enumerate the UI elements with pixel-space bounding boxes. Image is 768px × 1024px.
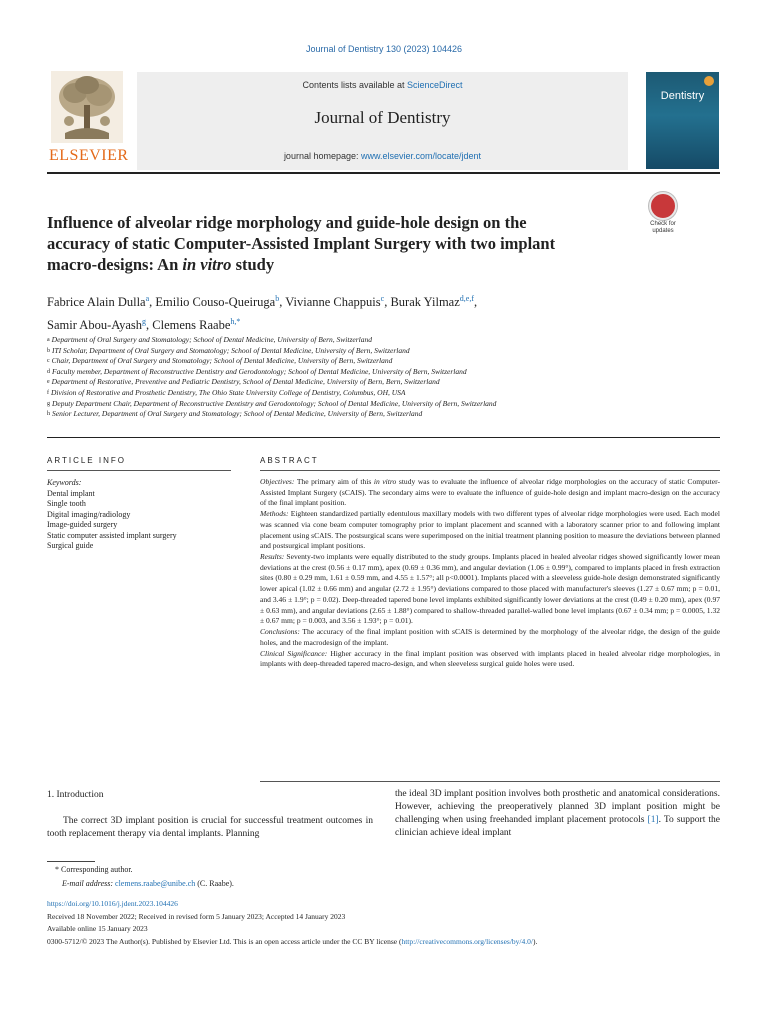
abstract-methods xyxy=(260,509,720,552)
affiliation-letter: e xyxy=(47,379,50,386)
keyword-item: Surgical guide xyxy=(47,541,94,550)
title-line-3-start: macro-designs: An xyxy=(47,255,183,274)
cover-badge-icon xyxy=(704,76,714,86)
author-affiliation-mark[interactable]: a xyxy=(145,294,150,303)
keyword-item: Static computer assisted implant surgery xyxy=(47,530,177,540)
elsevier-tree-icon xyxy=(51,71,123,143)
abstract-heading: ABSTRACT xyxy=(260,456,319,465)
affiliation-item xyxy=(47,377,727,388)
objectives-text-end: study was to evaluate the influence of alveolar ridge morphologies on the accuracy of static Computer-Assisted Implant Surgery (sCAIS). The secondary aims were to evaluate the influence of guide-hole design and implant macro-design on the accuracy of the final implant position. xyxy=(260,477,720,508)
copyright-line xyxy=(47,937,727,946)
significance-text: Higher accuracy in the final implant position was observed with implants placed in healed alveolar ridge morphologies, in implants with deep-threaded tapered macro-design, and when sleeveless surgical guide holes were used. xyxy=(260,648,720,669)
check-for-updates-label: Check for updates xyxy=(650,221,676,234)
objectives-label: Objectives: xyxy=(260,477,295,486)
sciencedirect-link[interactable]: ScienceDirect xyxy=(407,80,463,90)
author-list: Fabrice Alain Dulla$^a$, Emilio Couso-Queiruga$^b$, Vivianne Chappuis$^c$, Burak Yilmaz$^{d,e,f}$, Samir Abou-Ayash$^g$, Clemens Raabe$^{h,*}$ xyxy=(47,294,478,333)
affiliations-divider xyxy=(47,437,720,438)
doi-line xyxy=(47,899,178,908)
affiliation-item xyxy=(47,388,727,399)
elsevier-wordmark: ELSEVIER xyxy=(49,147,129,164)
journal-citation[interactable]: Journal of Dentistry 130 (2023) 104426 xyxy=(305,44,463,54)
objectives-italic: in vitro xyxy=(373,477,397,486)
homepage-line xyxy=(137,151,628,161)
author-name[interactable]: Burak Yilmaz xyxy=(390,295,460,310)
abstract-bottom-divider xyxy=(260,781,720,782)
results-label: Results: xyxy=(260,552,285,562)
check-for-updates-icon xyxy=(649,192,677,220)
author-name[interactable]: Emilio Couso-Queiruga xyxy=(155,295,276,310)
author-affiliation-mark[interactable]: b xyxy=(275,294,280,303)
author-name[interactable]: Vivianne Chappuis xyxy=(285,295,381,310)
author-affiliation-mark[interactable]: g xyxy=(142,317,147,327)
affiliation-letter: b xyxy=(47,347,50,354)
author-name[interactable]: Samir Abou-Ayash xyxy=(47,318,143,333)
author-name[interactable]: Fabrice Alain Dulla xyxy=(47,295,146,310)
affiliation-letter: c xyxy=(47,358,50,365)
affiliation-letter: d xyxy=(47,368,50,375)
author-name[interactable]: Clemens Raabe xyxy=(152,318,231,333)
methods-label: Methods: xyxy=(260,509,289,519)
journal-homepage-link[interactable]: www.elsevier.com/locate/jdent xyxy=(361,151,482,161)
received-dates: Received 18 November 2022; Received in revised form 5 January 2023; Accepted 14 January 2023 xyxy=(47,912,346,921)
affiliation-letter: g xyxy=(47,400,50,407)
introduction-column-2 xyxy=(395,788,720,840)
article-info-divider xyxy=(47,470,231,471)
abstract-objectives xyxy=(260,477,720,509)
keywords-list xyxy=(47,478,231,552)
keywords-label: Keywords: xyxy=(47,478,82,487)
affiliation-item xyxy=(47,346,727,357)
email-link[interactable]: clemens.raabe@unibe.ch xyxy=(115,879,196,888)
available-online-date: Available online 15 January 2023 xyxy=(47,924,148,933)
footnote-divider xyxy=(47,861,95,862)
affiliation-letter: a xyxy=(47,337,50,343)
methods-text: Eighteen standardized partially edentulous maxillary models with two different types of alveolar ridge morphologies were used. Each model was scanned via cone beam computer tomography prior to implant placement and scanned with a laboratory scanner prior to and following implant placement using sCAIS. The postsurgical scans were superimposed on the initial treatment planning position to measure the deviations between planned and postsurgical implant positions. xyxy=(260,509,720,551)
keyword-item: Digital imaging/radiology xyxy=(47,509,131,519)
abstract-significance xyxy=(260,649,720,670)
contents-line xyxy=(137,80,628,90)
title-line-3-end: study xyxy=(231,255,275,274)
objectives-text: The primary aim of this xyxy=(294,477,374,486)
keyword-item: Single tooth xyxy=(47,499,86,508)
conclusions-label: Conclusions: xyxy=(260,627,300,637)
affiliation-item xyxy=(47,356,727,367)
affiliation-item xyxy=(47,335,727,346)
title-line-2: accuracy of static Computer-Assisted Implant Surgery with two implant xyxy=(47,234,556,253)
license-link[interactable]: http://creativecommons.org/licenses/by/4.0/ xyxy=(401,937,533,946)
affiliation-item xyxy=(47,367,727,378)
affiliation-text: Senior Lecturer, Department of Oral Surgery and Stomatology; School of Dental Medicine, University of Bern, Switzerland xyxy=(52,409,423,419)
title-line-3-italic: in vitro xyxy=(182,255,232,274)
title-line-1: Influence of alveolar ridge morphology and guide-hole design on the xyxy=(47,213,527,232)
introduction-text: the ideal 3D implant position involves both prosthetic and anatomical considerations. However, achieving the preoperatively planned 3D implant position might be challenging when using freehanded implant placement protocols xyxy=(395,789,720,825)
affiliation-text: ITI Scholar, Department of Oral Surgery and Stomatology; School of Dental Medicine, University of Bern, Switzerland xyxy=(52,345,410,355)
contents-prefix: Contents lists available at xyxy=(302,80,408,90)
affiliation-text: Department of Oral Surgery and Stomatology; School of Dental Medicine, University of Bern, Switzerland xyxy=(51,335,372,344)
significance-label: Clinical Significance: xyxy=(260,648,328,658)
affiliation-list xyxy=(47,335,727,420)
author-affiliation-mark[interactable]: c xyxy=(380,294,385,303)
article-info-heading: ARTICLE INFO xyxy=(47,456,126,465)
header-divider xyxy=(47,172,720,174)
check-for-updates-button[interactable] xyxy=(646,192,680,235)
homepage-prefix: journal homepage: xyxy=(283,151,361,161)
email-label: E-mail address: xyxy=(62,879,114,888)
journal-masthead xyxy=(137,72,628,170)
keyword-item: Dental implant xyxy=(47,488,95,498)
author-affiliation-mark[interactable]: d,e,f xyxy=(459,294,474,303)
email-footnote xyxy=(62,879,234,888)
keyword-item: Image-guided surgery xyxy=(47,520,118,529)
introduction-text-end: . To support the clinician achieve ideal implant xyxy=(395,815,720,838)
abstract-divider xyxy=(260,470,720,471)
affiliation-text: Faculty member, Department of Reconstructive Dentistry and Gerodontology; School of Dental Medicine, University of Bern, Switzerland xyxy=(52,366,467,376)
abstract-results xyxy=(260,552,720,627)
abstract-conclusions xyxy=(260,627,720,648)
reference-link[interactable]: [1] xyxy=(647,815,659,825)
introduction-column-1: The correct 3D implant position is crucial for successful treatment outcomes in tooth replacement therapy via dental implants. Planning xyxy=(47,816,373,839)
doi-link[interactable]: https://doi.org/10.1016/j.jdent.2023.104426 xyxy=(47,899,178,908)
copyright-text-end: ). xyxy=(532,937,538,946)
email-suffix: (C. Raabe). xyxy=(197,879,234,888)
results-text: Seventy-two implants were equally distributed to the study groups. Implants placed in healed alveolar ridges showed significantly lower mean deviations at the crest (0.56 ± 0.17 mm), apex (0.69 ± 0.36 mm), and angular deviation (1.06 ± 0.99°), compared to implants placed in fresh extraction sites (0.80 ± 0.29 mm, 1.61 ± 0.59 mm, and 4.55 ± 1.57°; all p<0.0001). Implants placed with a sleeveless guide-hole design demonstrated significantly lower apical (1.02 ± 0.66 mm) and angular (2.72 ± 1.95°) deviations compared to those placed with manufacturer's sleeves (1.27 ± 0.67 mm; p = 0.01, and 3.46 ± 1.9°; p = 0.02). Deep-threaded tapered bone level implants exhibited significantly lower deviations at the crest (0.49 ± 0.20 mm), apex (0.97 ± 0.63 mm), and angular deviations (2.65 ± 1.88°) compared to shallow-threaded parallel-walled bone level implants (0.67 ± 0.34 mm; p = 0.0005, 1.32 ± 0.67 mm; p = 0.003, and 3.56 ± 1.93°; p = 0.01). xyxy=(260,552,720,626)
cover-title: Dentistry xyxy=(660,90,705,102)
affiliation-letter: f xyxy=(47,389,49,396)
affiliation-item xyxy=(47,409,727,420)
affiliation-letter: h xyxy=(47,411,50,418)
journal-cover[interactable] xyxy=(646,72,719,169)
affiliation-text: Department of Restorative, Preventive and Pediatric Dentistry, School of Dental Medicine, University of Bern, Bern, Switzerland xyxy=(51,377,440,387)
elsevier-logo[interactable] xyxy=(47,71,127,166)
affiliation-text: Deputy Department Chair, Department of Reconstructive Dentistry and Gerodontology; School of Dental Medicine, University of Bern, Switzerland xyxy=(52,398,497,408)
journal-title: Journal of Dentistry xyxy=(314,108,451,127)
abstract-body xyxy=(260,477,720,670)
affiliation-text: Division of Restorative and Prosthetic Dentistry, The Ohio State University College of Dentistry, Columbus, OH, USA xyxy=(51,387,406,397)
conclusions-text: The accuracy of the final implant position with sCAIS is determined by the morphology of the alveolar ridge, the design of the guide holes, and the macrodesign of the implant. xyxy=(260,627,720,647)
corresponding-author-note: * Corresponding author. xyxy=(55,865,133,874)
affiliation-item xyxy=(47,399,727,410)
affiliation-text: Chair, Department of Oral Surgery and Stomatology; School of Dental Medicine, University of Bern, Switzerland xyxy=(51,356,393,366)
author-affiliation-mark[interactable]: h,* xyxy=(230,317,241,327)
introduction-heading: 1. Introduction xyxy=(47,790,104,800)
article-title xyxy=(47,212,632,275)
copyright-text: 0300-5712/© 2023 The Author(s). Published by Elsevier Ltd. This is an open access article under the CC BY license ( xyxy=(47,937,402,946)
